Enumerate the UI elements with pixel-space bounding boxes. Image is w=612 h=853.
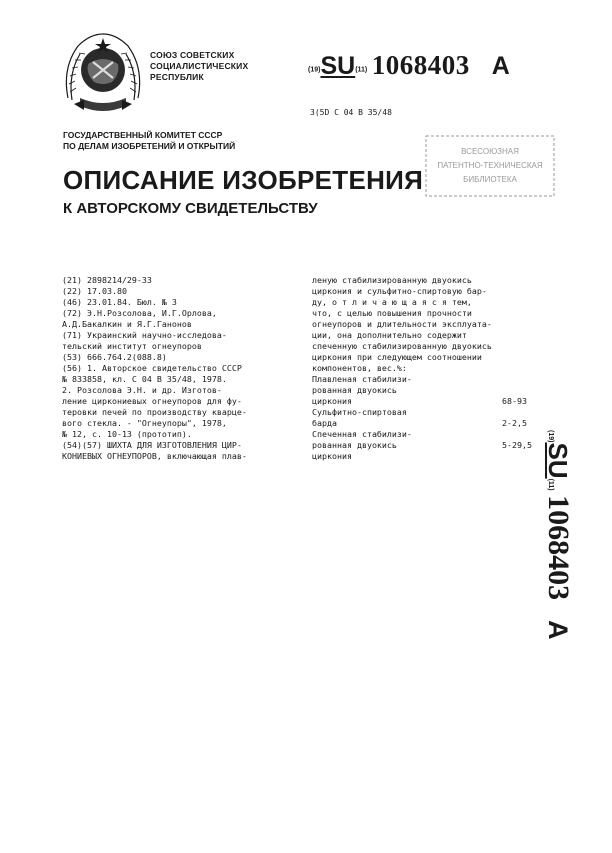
state-emblem-icon [60, 28, 146, 120]
document-title: ОПИСАНИЕ ИЗОБРЕТЕНИЯ [63, 165, 424, 195]
committee-line: ПО ДЕЛАМ ИЗОБРЕТЕНИЙ И ОТКРЫТИЙ [63, 141, 236, 151]
biblio-line: (72) Э.Н.Розсолова, И.Г.Орлова, [62, 308, 217, 318]
biblio-line: № 833858, кл. С 04 В 35/48, 1978. [62, 374, 227, 384]
inid-code-11: (11) [355, 66, 368, 74]
claim-line: что, с целью повышения прочности [312, 308, 472, 318]
inid-code-19: (19) [547, 430, 554, 443]
claim-line: ции, она дополнительно содержит [312, 330, 467, 340]
claim-line: спеченную стабилизированную двуокись [312, 341, 492, 351]
side-patent-number [531, 430, 575, 690]
biblio-line: (22) 17.03.80 [62, 286, 127, 296]
patent-number: 1068403 [542, 495, 575, 601]
biblio-line: ление циркониевых огнеупоров для фу- [62, 396, 242, 406]
issuing-state-name [150, 50, 248, 83]
biblio-line: (54)(57) ШИХТА ДЛЯ ИЗГОТОВЛЕНИЯ ЦИР- [62, 440, 242, 450]
claim-line: ду, о т л и ч а ю щ а я с я тем, [312, 297, 472, 307]
component-name-line: циркония [312, 396, 352, 406]
bibliographic-data [62, 275, 324, 462]
committee-name [63, 130, 235, 152]
biblio-line: (46) 23.01.84. Бюл. № 3 [62, 297, 177, 307]
component-name-line: барда [312, 418, 337, 428]
library-stamp [420, 132, 560, 202]
claim-line: циркония при следующем соотношении [312, 352, 482, 362]
claim-text [312, 275, 552, 462]
kind-code: A [543, 620, 573, 640]
component-name-line: рованная двуокись [312, 385, 397, 395]
component-name-line: циркония [312, 451, 352, 461]
org-line: СОЦИАЛИСТИЧЕСКИХ [150, 61, 249, 71]
component-value: 2-2,5 [502, 418, 527, 428]
biblio-line: КОНИЕВЫХ ОГНЕУПОРОВ, включающая плав- [62, 451, 247, 461]
component-name-line: рованная двуокись [312, 440, 397, 450]
stamp-line: ПАТЕНТНО-ТЕХНИЧЕСКАЯ [437, 161, 543, 170]
country-code: SU [543, 442, 573, 479]
claim-line: компонентов, вес.%: [312, 363, 407, 373]
org-line: СОЮЗ СОВЕТСКИХ [150, 50, 235, 60]
biblio-line: 2. Розсолова Э.Н. и др. Изготов- [62, 385, 222, 395]
document-subtitle: К АВТОРСКОМУ СВИДЕТЕЛЬСТВУ [63, 200, 318, 217]
claim-line: огнеупоров и длительности эксплуата- [312, 319, 492, 329]
inid-code-19: (19) [308, 66, 321, 74]
committee-line: ГОСУДАРСТВЕННЫЙ КОМИТЕТ СССР [63, 130, 223, 140]
claim-line: циркония и сульфитно-спиртовую бар- [312, 286, 487, 296]
component-value: 5-29,5 [502, 440, 532, 450]
biblio-line: теровки печей по производству кварце- [62, 407, 247, 417]
composition-row [312, 429, 552, 462]
biblio-line: (56) 1. Авторское свидетельство СССР [62, 363, 242, 373]
component-name-line: Сульфитно-спиртовая [312, 407, 407, 417]
composition-table [312, 374, 552, 462]
ipc-classification: 3(5D C 04 B 35/48 [310, 108, 392, 117]
patent-number: 1068403 [371, 50, 470, 80]
stamp-line: ВСЕСОЮЗНАЯ [461, 147, 519, 156]
biblio-line: (21) 2898214/29-33 [62, 275, 152, 285]
kind-code: A [491, 52, 510, 80]
stamp-line: БИБЛИОТЕКА [463, 175, 517, 184]
org-line: РЕСПУБЛИК [150, 72, 204, 82]
composition-row [312, 374, 552, 407]
biblio-line: (53) 666.764.2(088.8) [62, 352, 167, 362]
component-name-line: Плавленая стабилизи- [312, 374, 412, 384]
biblio-line: А.Д.Бакалкин и Я.Г.Ганонов [62, 319, 192, 329]
claim-line: леную стабилизированную двуокись [312, 275, 472, 285]
biblio-line: (71) Украинский научно-исследова- [62, 330, 227, 340]
biblio-line: № 12, с. 10-13 (прототип). [62, 429, 192, 439]
patent-number-header [308, 50, 510, 81]
component-value: 68-93 [502, 396, 527, 406]
biblio-line: тельский институт огнеупоров [62, 341, 202, 351]
composition-row [312, 407, 552, 429]
biblio-line: вого стекла. - "Огнеупоры", 1978, [62, 418, 227, 428]
country-code: SU [320, 52, 356, 80]
inid-code-11: (11) [547, 478, 554, 491]
component-name-line: Спеченная стабилизи- [312, 429, 412, 439]
